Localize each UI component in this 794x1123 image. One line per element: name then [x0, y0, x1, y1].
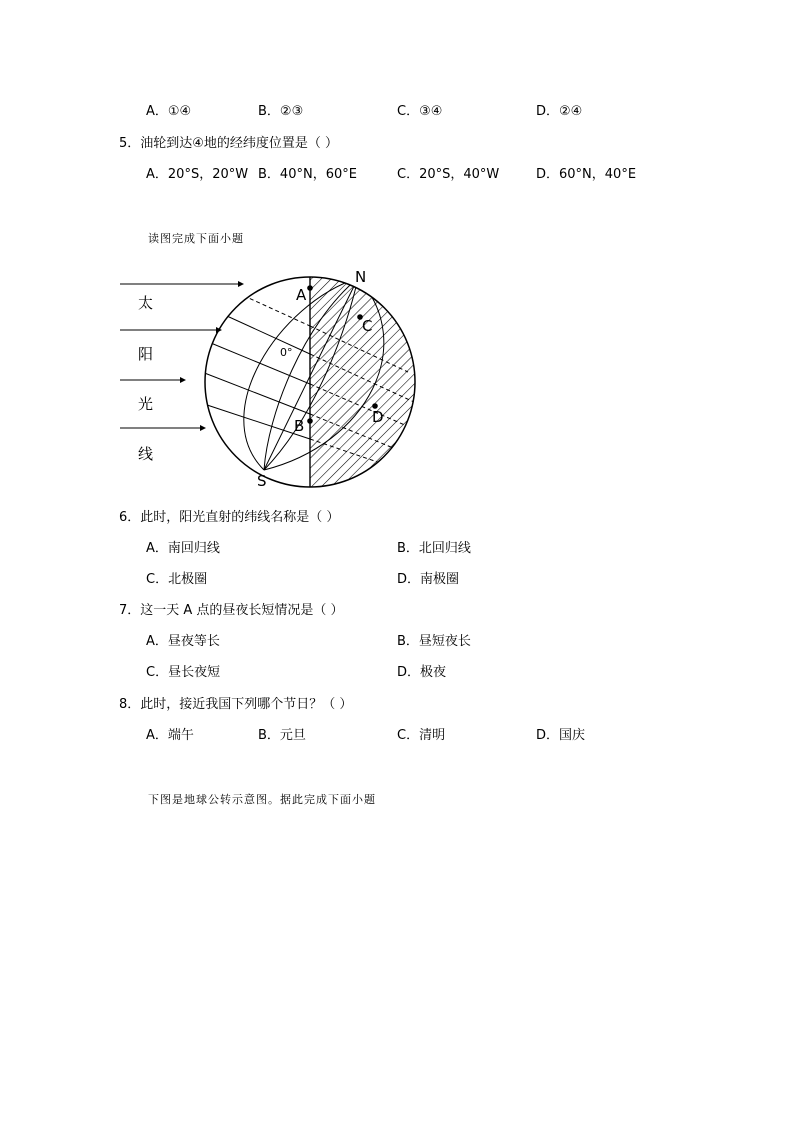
label-n: N	[355, 268, 367, 286]
label-d: D	[372, 408, 384, 426]
sun-char-2: 阳	[138, 345, 154, 363]
intro-read-figure: 读图完成下面小题	[148, 232, 244, 245]
q8-option-c: C．清明	[397, 728, 446, 743]
q4-option-d: D．②④	[536, 104, 583, 119]
label-prime-meridian: 0°	[280, 346, 293, 359]
q7-option-b: B．昼短夜长	[397, 634, 471, 649]
earth-diagram	[118, 264, 418, 490]
sun-char-4: 线	[138, 445, 154, 463]
point-b-dot	[307, 418, 313, 424]
sun-char-1: 太	[138, 294, 154, 312]
label-b: B	[294, 417, 305, 435]
label-s: S	[257, 472, 267, 490]
q8-option-d: D．国庆	[536, 728, 586, 743]
q8-stem: 8．此时，接近我国下列哪个节日？（ ）	[119, 697, 353, 712]
q6-option-d: D．南极圈	[397, 572, 460, 587]
q7-stem: 7．这一天 A 点的昼夜长短情况是（ ）	[119, 603, 344, 618]
q6-stem: 6．此时，阳光直射的纬线名称是（ ）	[119, 510, 340, 525]
q6-option-a: A．南回归线	[146, 541, 220, 556]
q8-option-a: A．端午	[146, 728, 194, 743]
q5-option-d: D．60°N，40°E	[536, 167, 637, 182]
q5-option-c: C．20°S，40°W	[397, 167, 500, 182]
sun-char-3: 光	[138, 395, 154, 413]
q7-option-d: D．极夜	[397, 665, 447, 680]
q4-option-b: B．②③	[258, 104, 304, 119]
q6-option-b: B．北回归线	[397, 541, 471, 556]
earth-illumination-figure	[118, 264, 418, 490]
intro-orbit-figure: 下图是地球公转示意图。据此完成下面小题	[148, 793, 376, 806]
q5-option-b: B．40°N，60°E	[258, 167, 357, 182]
q8-option-b: B．元旦	[258, 728, 306, 743]
q5-stem: 5．油轮到达④地的经纬度位置是（ ）	[119, 136, 339, 151]
q7-option-a: A．昼夜等长	[146, 634, 220, 649]
q5-option-a: A．20°S，20°W	[146, 167, 249, 182]
night-hemisphere	[310, 264, 418, 490]
label-c: C	[362, 317, 373, 335]
q4-option-a: A．①④	[146, 104, 192, 119]
point-a-dot	[307, 285, 313, 291]
q7-option-c: C．昼长夜短	[146, 665, 221, 680]
q6-option-c: C．北极圈	[146, 572, 208, 587]
q4-option-c: C．③④	[397, 104, 443, 119]
label-a: A	[296, 286, 307, 304]
